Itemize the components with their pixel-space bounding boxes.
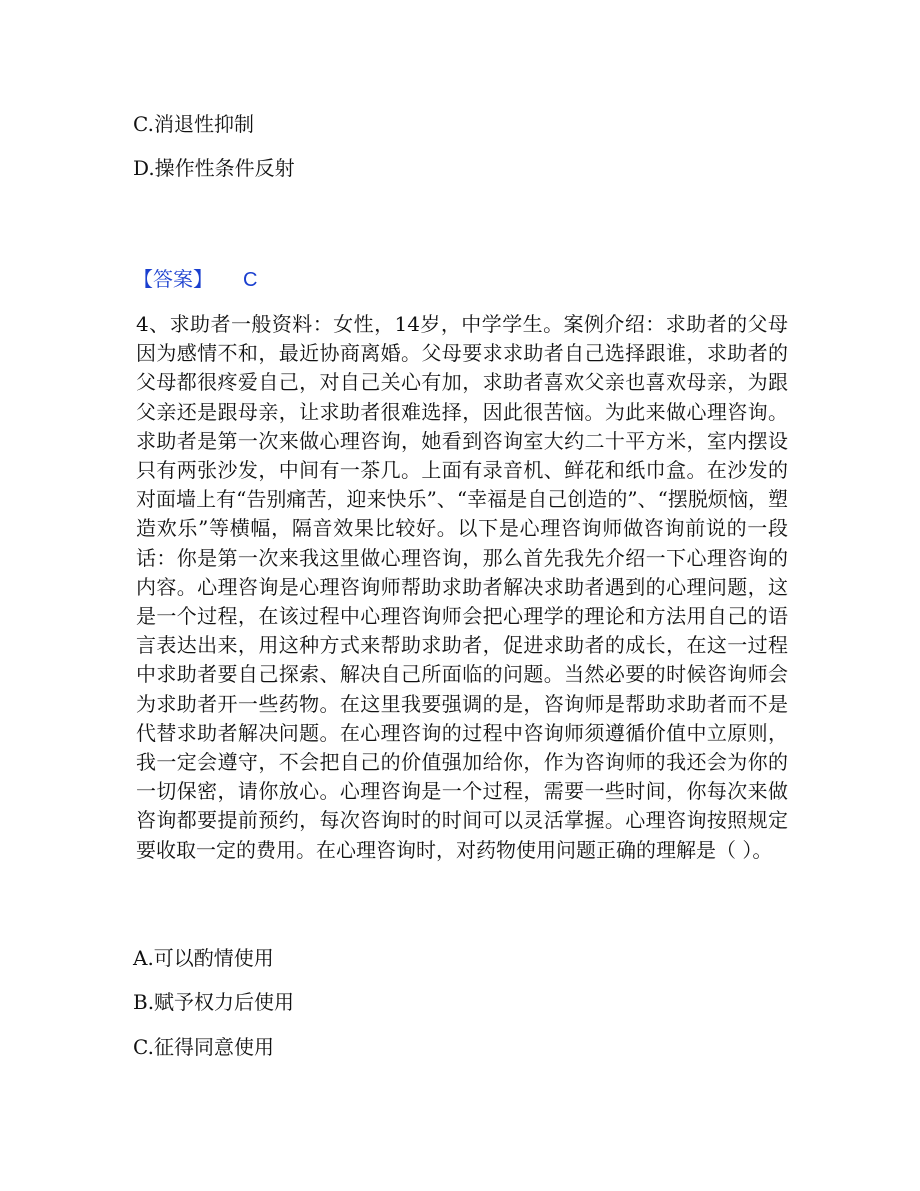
prev-option-d: D.操作性条件反射 [133, 156, 295, 180]
prev-option-c: C.消退性抑制 [133, 112, 254, 136]
answer-value: C [243, 269, 258, 291]
option-b: B.赋予权力后使用 [133, 990, 295, 1014]
option-a: A.可以酌情使用 [133, 946, 274, 970]
answer-label: 【答案】 [133, 267, 213, 291]
question-text: 4、求助者一般资料：女性，14岁，中学学生。案例介绍：求助者的父母因为感情不和，最近协商离婚。父母要求求助者自己选择跟谁，求助者的父母都很疼爱自己，对自己关心有加，求助者喜欢父亲也喜欢母亲，为跟父亲还是跟母亲，让求助者很难选择，因此很苦恼。为此来做心理咨询。求助者是第一次来做心理咨询，她看到咨询室大约二十平方米，室内摆设只有两张沙发，中间有一茶几。上面有录音机、鲜花和纸巾盒。在沙发的对面墙上有“告别痛苦，迎来快乐”、“幸福是自己创造的”、“摆脱烦恼，塑造欢乐”等横幅，隔音效果比较好。以下是心理咨询师做咨询前说的一段话：你是第一次来我这里做心理咨询，那么首先我先介绍一下心理咨询的内容。心理咨询是心理咨询师帮助求助者解决求助者遇到的心理问题，这是一个过程，在该过程中心理咨询师会把心理学的理论和方法用自己的语言表达出来，用这种方式来帮助求助者，促进求助者的成长，在这一过程中求助者要自己探索、解决自己所面临的问题。当然必要的时候咨询师会为求助者开一些药物。在这里我要强调的是，咨询师是帮助求助者而不是代替求助者解决问题。在心理咨询的过程中咨询师须遵循价值中立原则，我一定会遵守，不会把自己的价值强加给你，作为咨询师的我还会为你的一切保密，请你放心。心理咨询是一个过程，需要一些时间，你每次来做咨询都要提前预约，每次咨询时的时间可以灵活掌握。心理咨询按照规定要收取一定的费用。在心理咨询时，对药物使用问题正确的理解是（ ）。 [136, 312, 788, 862]
answer-row [133, 266, 257, 293]
option-c: C.征得同意使用 [133, 1035, 274, 1059]
